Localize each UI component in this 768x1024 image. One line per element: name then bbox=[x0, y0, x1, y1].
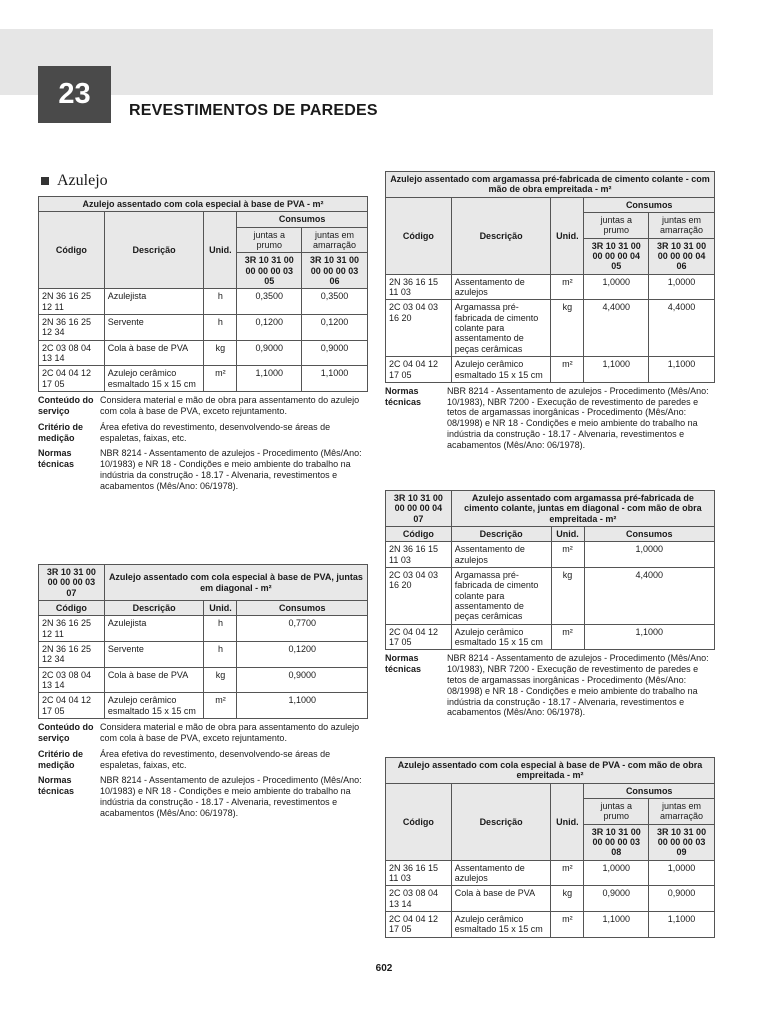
cell-unit: kg bbox=[204, 340, 237, 366]
cell-unit: m² bbox=[551, 542, 584, 568]
table-5 bbox=[385, 757, 715, 938]
note-row bbox=[385, 653, 715, 718]
cell-unit: kg bbox=[204, 667, 237, 693]
cell-code: 2C 04 04 12 17 05 bbox=[39, 693, 105, 719]
cell-code: 2C 03 08 04 13 14 bbox=[39, 667, 105, 693]
cell-desc: Azulejo cerâmico esmaltado 15 x 15 cm bbox=[451, 912, 551, 938]
table-title: Azulejo assentado com cola especial à base de PVA - com mão de obra empreitada - m² bbox=[386, 758, 715, 784]
cell-value: 1,0000 bbox=[649, 860, 715, 886]
table-row bbox=[386, 357, 715, 383]
header-juntas-amarracao: juntas em amarração bbox=[649, 799, 715, 825]
cell-code: 2N 36 16 25 12 34 bbox=[39, 642, 105, 668]
cell-code: 2N 36 16 15 11 03 bbox=[386, 274, 452, 300]
page-number: 602 bbox=[375, 963, 393, 974]
header-descricao: Descrição bbox=[104, 212, 204, 289]
header-code-1: 3R 10 31 00 00 00 00 03 05 bbox=[237, 253, 302, 289]
note-row bbox=[38, 395, 368, 417]
table-4-block bbox=[385, 490, 715, 723]
cell-value: 4,4000 bbox=[584, 300, 649, 357]
note-row bbox=[38, 775, 368, 818]
section-heading bbox=[41, 172, 108, 190]
table-title: Azulejo assentado com argamassa pré-fabricada de cimento colante, juntas em diagonal - com mão de obra empreitada - m² bbox=[451, 491, 714, 527]
note-row bbox=[38, 749, 368, 771]
note-label: Normas técnicas bbox=[385, 653, 422, 675]
note-text: NBR 8214 - Assentamento de azulejos - Procedimento (Mês/Ano: 10/1983), NBR 7200 - Execução de revestimento de paredes e tetos de argamassas inorgânicas - Procedimento (Mês/Ano: 08/1998) e NR 18 - Condições e meio ambiente do trabalho na indústria da construção - 18.17 - Alvenaria, revestimentos e acabamentos (Mês/Ano: 06/1978). bbox=[447, 385, 709, 450]
cell-value: 1,1000 bbox=[649, 912, 715, 938]
note-text: Considera material e mão de obra para assentamento do azulejo com cola à base de PVA, exceto rejuntamento. bbox=[100, 722, 360, 743]
table-title: Azulejo assentado com argamassa pré-fabricada de cimento colante - com mão de obra empreitada - m² bbox=[386, 172, 715, 198]
cell-value: 1,0000 bbox=[584, 860, 649, 886]
table-row bbox=[386, 624, 715, 650]
header-descricao: Descrição bbox=[451, 783, 551, 860]
table-row bbox=[39, 667, 368, 693]
cell-code: 2N 36 16 25 12 11 bbox=[39, 616, 105, 642]
header-descricao: Descrição bbox=[104, 601, 204, 616]
cell-code: 2C 04 04 12 17 05 bbox=[386, 624, 452, 650]
cell-value: 1,1000 bbox=[584, 357, 649, 383]
cell-desc: Azulejista bbox=[104, 289, 204, 315]
cell-unit: m² bbox=[204, 693, 237, 719]
cell-value: 0,9000 bbox=[649, 886, 715, 912]
table-row bbox=[386, 568, 715, 625]
cell-desc: Assentamento de azulejos bbox=[451, 860, 551, 886]
cell-value: 0,1200 bbox=[237, 642, 368, 668]
table-3-block bbox=[385, 171, 715, 456]
cell-desc: Azulejo cerâmico esmaltado 15 x 15 cm bbox=[104, 366, 204, 392]
header-consumos: Consumos bbox=[237, 601, 368, 616]
table-row bbox=[386, 860, 715, 886]
header-juntas-prumo: juntas a prumo bbox=[237, 227, 302, 253]
table-row bbox=[39, 315, 368, 341]
cell-value: 4,4000 bbox=[649, 300, 715, 357]
table-2 bbox=[38, 564, 368, 719]
cell-value: 0,3500 bbox=[302, 289, 368, 315]
cell-value: 1,1000 bbox=[584, 912, 649, 938]
cell-desc: Cola à base de PVA bbox=[104, 667, 204, 693]
note-row bbox=[385, 386, 715, 451]
note-text: NBR 8214 - Assentamento de azulejos - Procedimento (Mês/Ano: 10/1983) e NR 18 - Condições e meio ambiente do trabalho na indústria da construção - 18.17 - Alvenaria, revestimentos e acabamentos (Mês/Ano: 06/1978). bbox=[100, 775, 362, 818]
table-row bbox=[386, 274, 715, 300]
table-1-notes bbox=[38, 395, 368, 491]
table-title: Azulejo assentado com cola especial à base de PVA - m² bbox=[39, 197, 368, 212]
note-label: Critério de medição bbox=[38, 748, 84, 770]
cell-value: 0,1200 bbox=[302, 315, 368, 341]
cell-value: 1,0000 bbox=[584, 542, 714, 568]
cell-code: 2C 03 04 03 16 20 bbox=[386, 568, 452, 625]
header-juntas-amarracao: juntas em amarração bbox=[302, 227, 368, 253]
header-unid: Unid. bbox=[551, 197, 584, 274]
header-code-2: 3R 10 31 00 00 00 00 04 06 bbox=[649, 238, 715, 274]
note-text: NBR 8214 - Assentamento de azulejos - Procedimento (Mês/Ano: 10/1983) e NR 18 - Condições e meio ambiente do trabalho na indústria da construção - 18.17 - Alvenaria, revestimentos e acabamentos (Mês/Ano: 06/1978). bbox=[100, 448, 362, 491]
cell-value: 1,1000 bbox=[649, 357, 715, 383]
cell-desc: Argamassa pré-fabricada de cimento colante para assentamento de peças cerâmicas bbox=[451, 568, 551, 625]
cell-code: 2C 03 08 04 13 14 bbox=[39, 340, 105, 366]
note-label: Conteúdo do serviço bbox=[38, 395, 94, 416]
header-code-1: 3R 10 31 00 00 00 00 03 08 bbox=[584, 824, 649, 860]
header-codigo: Código bbox=[39, 601, 105, 616]
table-2-block bbox=[38, 564, 368, 824]
header-consumos: Consumos bbox=[584, 783, 715, 798]
cell-value: 1,0000 bbox=[649, 274, 715, 300]
cell-unit: m² bbox=[551, 357, 584, 383]
table-row bbox=[39, 693, 368, 719]
cell-code: 2C 03 08 04 13 14 bbox=[386, 886, 452, 912]
cell-value: 0,1200 bbox=[237, 315, 302, 341]
header-codigo: Código bbox=[386, 783, 452, 860]
header-consumos: Consumos bbox=[584, 197, 715, 212]
header-consumos: Consumos bbox=[584, 527, 714, 542]
table-row bbox=[386, 542, 715, 568]
table-code: 3R 10 31 00 00 00 00 03 07 bbox=[39, 565, 105, 601]
cell-value: 0,9000 bbox=[237, 667, 368, 693]
table-5-block bbox=[385, 757, 715, 938]
cell-code: 2C 04 04 12 17 05 bbox=[386, 912, 452, 938]
header-juntas-prumo: juntas a prumo bbox=[584, 213, 649, 239]
cell-code: 2N 36 16 15 11 03 bbox=[386, 860, 452, 886]
table-1 bbox=[38, 196, 368, 392]
cell-code: 2N 36 16 25 12 34 bbox=[39, 315, 105, 341]
cell-value: 0,9000 bbox=[584, 886, 649, 912]
cell-desc: Cola à base de PVA bbox=[451, 886, 551, 912]
header-unid: Unid. bbox=[204, 212, 237, 289]
cell-value: 0,9000 bbox=[237, 340, 302, 366]
cell-value: 1,1000 bbox=[237, 366, 302, 392]
cell-unit: h bbox=[204, 642, 237, 668]
cell-value: 0,7700 bbox=[237, 616, 368, 642]
note-text: NBR 8214 - Assentamento de azulejos - Procedimento (Mês/Ano: 10/1983), NBR 7200 - Execução de revestimento de paredes e tetos de argamassas inorgânicas - Procedimento (Mês/Ano: 08/1998) e NR 18 - Condições e meio ambiente do trabalho na indústria da construção - 18.17 - Alvenaria, revestimentos e acabamentos (Mês/Ano: 06/1978). bbox=[447, 653, 709, 718]
square-bullet-icon bbox=[41, 177, 49, 185]
header-unid: Unid. bbox=[551, 527, 584, 542]
table-code: 3R 10 31 00 00 00 00 04 07 bbox=[386, 491, 452, 527]
cell-value: 1,0000 bbox=[584, 274, 649, 300]
header-code-2: 3R 10 31 00 00 00 00 03 06 bbox=[302, 253, 368, 289]
cell-code: 2N 36 16 25 12 11 bbox=[39, 289, 105, 315]
cell-desc: Azulejista bbox=[104, 616, 204, 642]
cell-desc: Servente bbox=[104, 642, 204, 668]
table-row bbox=[386, 912, 715, 938]
note-text: Área efetiva do revestimento, desenvolvendo-se áreas de espaletas, faixas, etc. bbox=[100, 748, 331, 770]
cell-unit: m² bbox=[551, 860, 584, 886]
header-codigo: Código bbox=[386, 197, 452, 274]
note-label: Normas técnicas bbox=[385, 385, 422, 407]
table-3 bbox=[385, 171, 715, 383]
header-code-2: 3R 10 31 00 00 00 00 03 09 bbox=[649, 824, 715, 860]
cell-value: 4,4000 bbox=[584, 568, 714, 625]
cell-desc: Azulejo cerâmico esmaltado 15 x 15 cm bbox=[451, 357, 551, 383]
cell-code: 2C 04 04 12 17 05 bbox=[386, 357, 452, 383]
table-row bbox=[39, 340, 368, 366]
header-code-1: 3R 10 31 00 00 00 00 04 05 bbox=[584, 238, 649, 274]
table-title: Azulejo assentado com cola especial à base de PVA, juntas em diagonal - m² bbox=[104, 565, 367, 601]
header-juntas-prumo: juntas a prumo bbox=[584, 799, 649, 825]
table-row bbox=[386, 886, 715, 912]
note-row bbox=[38, 422, 368, 444]
cell-desc: Azulejo cerâmico esmaltado 15 x 15 cm bbox=[104, 693, 204, 719]
cell-desc: Assentamento de azulejos bbox=[451, 542, 551, 568]
cell-unit: h bbox=[204, 315, 237, 341]
cell-unit: m² bbox=[551, 274, 584, 300]
header-codigo: Código bbox=[39, 212, 105, 289]
cell-value: 1,1000 bbox=[584, 624, 714, 650]
header-unid: Unid. bbox=[551, 783, 584, 860]
cell-code: 2C 04 04 12 17 05 bbox=[39, 366, 105, 392]
table-4-notes bbox=[385, 653, 715, 718]
table-3-notes bbox=[385, 386, 715, 451]
chapter-title: REVESTIMENTOS DE PAREDES bbox=[129, 102, 378, 119]
cell-desc: Argamassa pré-fabricada de cimento colante para assentamento de peças cerâmicas bbox=[451, 300, 551, 357]
cell-desc: Azulejo cerâmico esmaltado 15 x 15 cm bbox=[451, 624, 551, 650]
section-title: Azulejo bbox=[57, 172, 108, 189]
chapter-number: 23 bbox=[38, 66, 111, 123]
cell-unit: kg bbox=[551, 300, 584, 357]
cell-value: 0,3500 bbox=[237, 289, 302, 315]
note-label: Critério de medição bbox=[38, 421, 84, 443]
cell-desc: Assentamento de azulejos bbox=[451, 274, 551, 300]
header-codigo: Código bbox=[386, 527, 452, 542]
cell-unit: kg bbox=[551, 886, 584, 912]
header-descricao: Descrição bbox=[451, 527, 551, 542]
cell-unit: m² bbox=[204, 366, 237, 392]
note-text: Área efetiva do revestimento, desenvolvendo-se áreas de espaletas, faixas, etc. bbox=[100, 421, 331, 443]
table-2-notes bbox=[38, 722, 368, 818]
cell-code: 2N 36 16 15 11 03 bbox=[386, 542, 452, 568]
cell-unit: h bbox=[204, 289, 237, 315]
cell-unit: kg bbox=[551, 568, 584, 625]
cell-code: 2C 03 04 03 16 20 bbox=[386, 300, 452, 357]
cell-unit: m² bbox=[551, 624, 584, 650]
cell-value: 1,1000 bbox=[302, 366, 368, 392]
cell-unit: h bbox=[204, 616, 237, 642]
cell-value: 1,1000 bbox=[237, 693, 368, 719]
note-text: Considera material e mão de obra para assentamento do azulejo com cola à base de PVA, exceto rejuntamento. bbox=[100, 395, 360, 416]
note-label: Normas técnicas bbox=[38, 448, 75, 470]
header-juntas-amarracao: juntas em amarração bbox=[649, 213, 715, 239]
note-row bbox=[38, 448, 368, 491]
header-descricao: Descrição bbox=[451, 197, 551, 274]
note-label: Conteúdo do serviço bbox=[38, 722, 94, 743]
table-row bbox=[39, 642, 368, 668]
cell-desc: Cola à base de PVA bbox=[104, 340, 204, 366]
table-4 bbox=[385, 490, 715, 650]
table-1-block bbox=[38, 196, 368, 497]
cell-value: 0,9000 bbox=[302, 340, 368, 366]
cell-desc: Servente bbox=[104, 315, 204, 341]
table-row bbox=[39, 616, 368, 642]
cell-unit: m² bbox=[551, 912, 584, 938]
note-row bbox=[38, 722, 368, 744]
table-row bbox=[39, 366, 368, 392]
header-consumos: Consumos bbox=[237, 212, 368, 227]
header-unid: Unid. bbox=[204, 601, 237, 616]
note-label: Normas técnicas bbox=[38, 775, 75, 797]
table-row bbox=[39, 289, 368, 315]
table-row bbox=[386, 300, 715, 357]
